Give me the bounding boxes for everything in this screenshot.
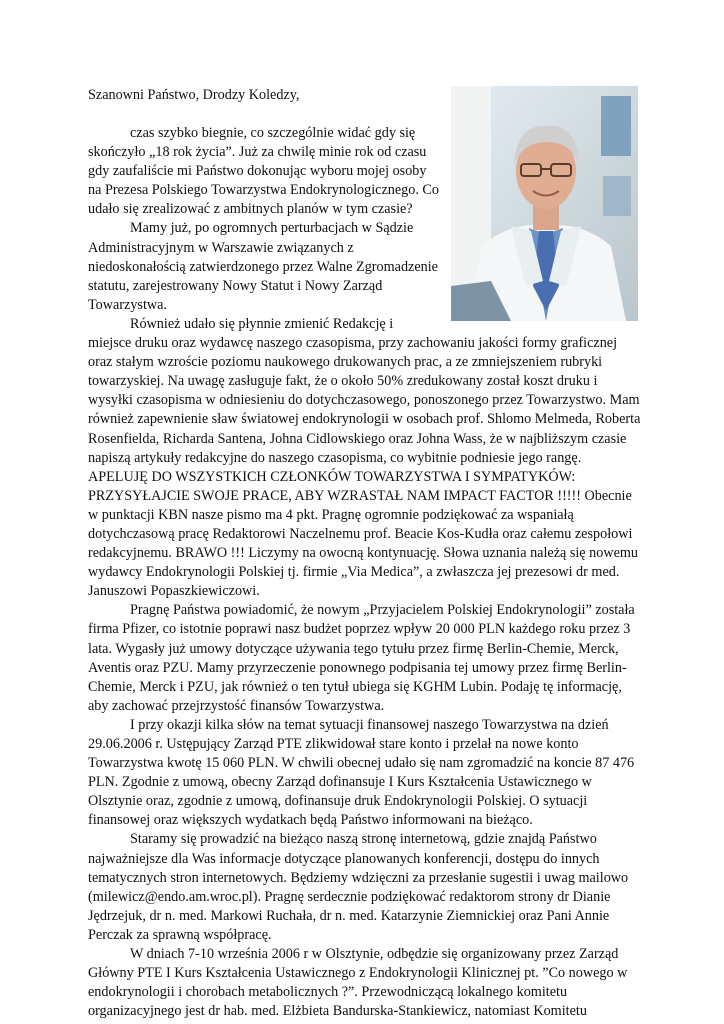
paragraph-7: W dniach 7-10 września 2006 r w Olsztynie, odbędzie się organizowany przez Zarząd Główny PTE I Kurs Kształcenia Ustawicznego z Endokrynologii Klinicznej pt. ”Co nowego w endokrynologii i chorobach metabolicznych ?”. Przewodniczącą lokalnego komitetu organizacyjnego jest dr hab. med. Elżbieta Bandurska-Stankiewicz, natomiast Komitetu <box>88 946 628 1020</box>
letter-body <box>88 124 643 1021</box>
paragraph-3-lead: Również udało się płynnie zmienić Redakcję i <box>130 315 394 332</box>
paragraph-5: I przy okazji kilka słów na temat sytuacji finansowej naszego Towarzystwa na dzień 29.06.2006 r. Ustępujący Zarząd PTE zlikwidował stare konto i przelał na nowe konto Towarzystwa kwotę 15 060 PLN. W chwili obecnej udało się nam zgromadzić na koncie 87 476 PLN. Zgodnie z umową, obecny Zarząd dofinansuje I Kurs Kształcenia Ustawicznego w Olsztynie oraz, zgodnie z umową, dofinansuje druk Endokrynologii Polskiej. O sytuacji finansowej oraz większych wydatkach będą Państwo informowani na bieżąco. <box>88 716 635 829</box>
paragraph-4: Pragnę Państwa powiadomić, że nowym „Przyjacielem Polskiej Endokrynologii” została firma Pfizer, co istotnie poprawi nasz budżet poprzez wpływ 20 000 PLN każdego roku przez 3 lata. Wygasły już umowy dotyczące używania tego tytułu przez firmę Berlin-Chemie, Merck, Aventis oraz PZU. Mamy przyrzeczenie ponownego podpisania tej umowy przez firmę Berlin-Chemie, Merck i PZU, jak również o ten tytuł ubiega się KGHM Lubin. Podaję tę informację, aby zachować przejrzystość finansów Towarzystwa. <box>88 602 635 714</box>
paragraph-1: czas szybko biegnie, co szczególnie widać gdy się skończyło „18 rok życia”. Już za chwilę minie rok od czasu gdy zaufaliście mi Państwo dokonując wyboru mojej osoby na Prezesa Polskiego Towarzystwa Endokrynologicznego. Co udało się zrealizować z ambitnych planów w tym czasie? <box>88 125 439 218</box>
paragraph-3: miejsce druku oraz wydawcę naszego czasopisma, przy zachowaniu jakości formy graficznej oraz stałym wzroście poziomu naukowego drukowanych prac, a ze zmniejszeniem rubryki towarzyskiej. Na uwagę zasługuje fakt, że o około 50% zredukowany został koszt druku i wysyłki czasopisma w odniesieniu do dotychczasowego, ponoszonego przez Towarzystwo. Mam również zapewnienie sław światowej endokrynologii w osobach prof. Shlomo Melmeda, Roberta Rosenfielda, Richarda Santena, Johna Cidlowskiego oraz Johna Wass, że w najbliższym czasie napiszą artykuły redakcyjne do naszego czasopisma, co wybitnie podniesie jego rangę. APELUJĘ DO WSZYSTKICH CZŁONKÓW TOWARZYSTWA I SYMPATYKÓW: PRZYSYŁAJCIE SWOJE PRACE, ABY WZRASTAŁ NAM IMPACT FACTOR !!!!! Obecnie w punktacji KBN nasze pismo ma 4 pkt. Pragnę ogromnie podziękować za wspaniałą dotychczasową pracę Redaktorowi Naczelnemu prof. Beacie Kos-Kudła oraz całemu zespołowi redakcyjnemu. BRAWO !!! Liczymy na owocną kontynuację. Słowa uznania należą się nowemu wydawcy Endokrynologii Polskiej tj. firmie „Via Medica”, a zwłaszcza jej prezesowi dr med. Januszowi Popaszkiewiczowi. <box>88 335 641 600</box>
paragraph-2: Mamy już, po ogromnych perturbacjach w Sądzie Administracyjnym w Warszawie związanych z niedoskonałością zatwierdzonego przez Walne Zgromadzenie statutu, zarejestrowany Nowy Statut i Nowy Zarząd Towarzystwa. <box>88 220 438 313</box>
paragraph-6: Staramy się prowadzić na bieżąco naszą stronę internetową, gdzie znajdą Państwo najważniejsze dla Was informacje dotyczące planowanych konferencji, dostępu do innych tematycznych stron internetowych. Będziemy wdzięczni za przesłanie sugestii i uwag mailowo (milewicz@endo.am.wroc.pl). Pragnę serdecznie podziękować redaktorom strony dr Dianie Jędrzejuk, dr n. med. Markowi Ruchała, dr n. med. Katarzynie Ziemnickiej oraz Pani Annie Perczak za sprawną współpracę. <box>88 831 629 943</box>
salutation: Szanowni Państwo, Drodzy Koledzy, <box>88 87 300 103</box>
